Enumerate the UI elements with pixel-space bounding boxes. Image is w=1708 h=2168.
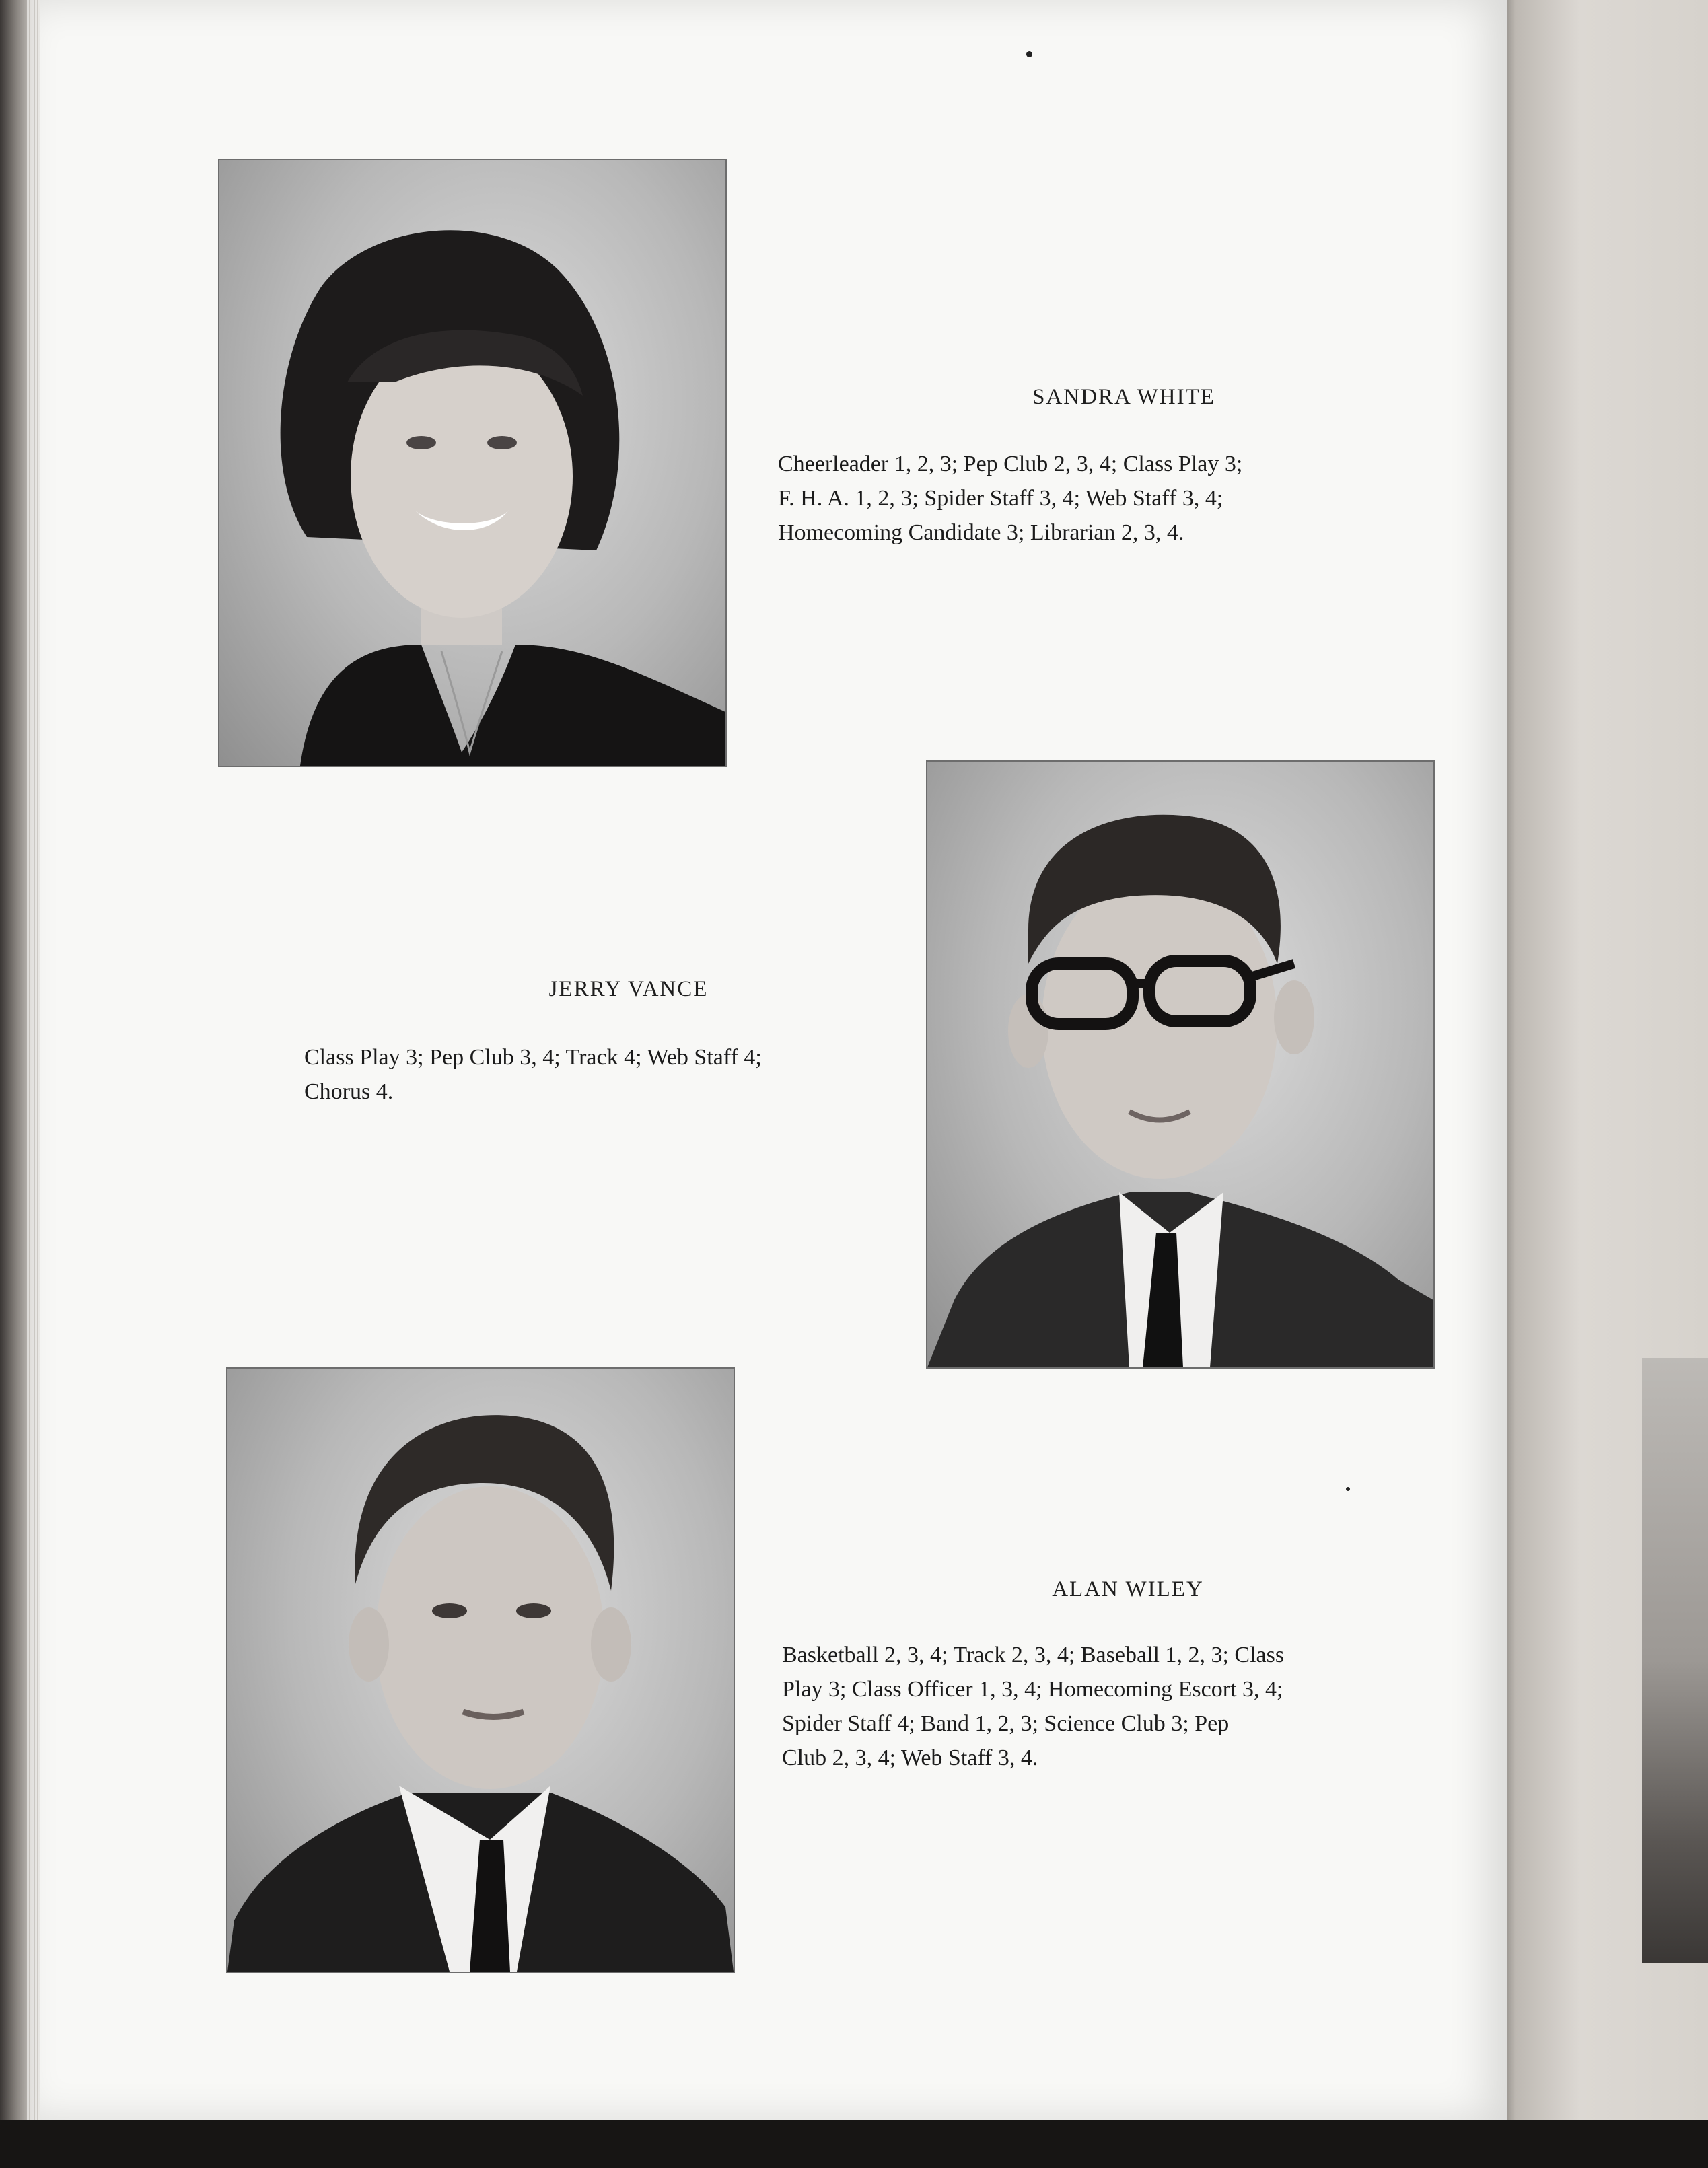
portrait-jerry-vance	[926, 760, 1435, 1369]
senior-activities: Cheerleader 1, 2, 3; Pep Club 2, 3, 4; Class Play 3; F. H. A. 1, 2, 3; Spider Staff 3, 4; Web Staff 3, 4; Homecoming Candidate 3; Librarian 2, 3, 4.	[778, 451, 1243, 545]
portrait-sandra-white	[218, 159, 727, 767]
ink-speck	[1026, 51, 1032, 57]
senior-activities: Class Play 3; Pep Club 3, 4; Track 4; Web Staff 4; Chorus 4.	[304, 1045, 762, 1104]
portrait-alan-wiley	[226, 1367, 735, 1973]
bottom-shadow	[0, 2120, 1708, 2168]
senior-activities: Basketball 2, 3, 4; Track 2, 3, 4; Baseball 1, 2, 3; Class Play 3; Class Officer 1, 3, 4; Homecoming Escort 3, 4; Spider Staff 4; Band 1, 2, 3; Science Club 3; Pep Club 2, 3, 4; Web Staff 3, 4.	[782, 1642, 1285, 1770]
ink-speck	[1346, 1487, 1350, 1491]
senior-name: SANDRA WHITE	[1032, 385, 1215, 409]
senior-name: JERRY VANCE	[548, 977, 709, 1001]
yearbook-page	[40, 0, 1507, 2120]
facing-page-photo	[1642, 1358, 1708, 1963]
senior-name: ALAN WILEY	[1052, 1577, 1204, 1601]
